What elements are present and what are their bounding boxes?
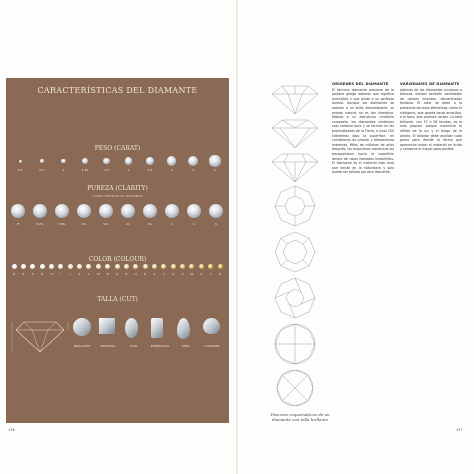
weight-title: PESO (CARAT): [94, 145, 141, 152]
weight-row: [6, 155, 229, 175]
color-letter: L: [88, 272, 90, 276]
color-letter: F: [31, 272, 34, 276]
clarity-label: IF: [16, 222, 20, 226]
cut-shape: [151, 318, 163, 338]
cut-shape: [177, 318, 190, 339]
color-letter: M: [96, 272, 100, 276]
weight-label: 1: [62, 168, 65, 172]
color-letter: W: [190, 272, 194, 276]
cut-label: OVAL: [130, 344, 138, 348]
origins-text: El término diamante proviene de la palabra griega adamas que significa invencible y que alude a su perfecta dureza. Aunque los diamantes se asocian a un brillo deslumbrante, su estado natural no es tan llamativo. Debido a su estructura cristalina compacta, los diamantes contienen solo carbono puro y se forman en las profundidades de la Tierra, a unos 150 kilómetros bajo la superficie, en condiciones de presión y temperatura extremas. Miles de millones de años después, las erupciones volcánicas los transportaron hacia la superficie dentro de rocas llamadas kimberlitas. El diamante es el material más duro que existe en la naturaleza y solo puede ser tallado por otro diamante.: [332, 87, 394, 175]
color-letter: U: [172, 272, 175, 276]
color-swatch: [105, 264, 110, 269]
proportion-diagram: [10, 312, 70, 358]
clarity-gem: [33, 204, 47, 218]
cut-label: ESMERALDA: [150, 344, 170, 348]
weight-label: 1,5: [104, 168, 110, 172]
weight-gem: [61, 159, 66, 164]
weight-label: 4: [192, 168, 195, 172]
color-swatch: [218, 264, 223, 269]
weight-label: 2,5: [147, 168, 153, 172]
color-letter: S: [153, 272, 156, 276]
cut-label: PERA: [182, 344, 190, 348]
color-letter: V: [181, 272, 184, 276]
color-letter: O: [115, 272, 119, 276]
weight-gem: [125, 157, 133, 165]
weight-gem: [167, 156, 176, 165]
clarity-gem: [187, 204, 201, 218]
clarity-title: PUREZA (CLARITY): [87, 185, 148, 192]
weight-label: 5: [214, 168, 216, 172]
color-letter: Q: [134, 272, 137, 276]
cut-shape: [125, 318, 138, 338]
color-swatch: [96, 264, 101, 269]
clarity-gem: [55, 204, 69, 218]
clarity-label: VS₂: [103, 222, 109, 226]
cut-label: PRINCESA: [100, 344, 116, 348]
clarity-label: VVS₁: [36, 222, 44, 226]
color-swatch: [12, 264, 17, 269]
varieties-heading: VARIEDADES DE DIAMANTE: [400, 82, 460, 86]
weight-gem: [146, 157, 154, 165]
diamond-characteristics-panel: [6, 78, 229, 423]
color-row: [6, 264, 229, 278]
clarity-gem: [99, 204, 113, 218]
color-letter: T: [162, 272, 165, 276]
clarity-label: I₁: [170, 222, 174, 226]
color-swatch: [68, 264, 73, 269]
varieties-text: Además de los diamantes incoloros o blancos, existen también variedades de colores intensos, denominadas fantasía. El color se debe a la presencia de otros elementos, como el nitrógeno, que aporta tonos amarillos, o el boro, que produce azules. La talla brillante, con 57 o 58 facetas, es la más popular porque maximiza el reflejo de la luz y el fuego de la piedra. El tallador debe analizar cada gema para decidir la forma que aprovecha mejor el material en bruto y conserva el mayor peso posible.: [400, 87, 462, 152]
clarity-gem: [121, 204, 135, 218]
clarity-gem: [209, 204, 223, 218]
color-swatch: [124, 264, 129, 269]
clarity-label: I₃: [214, 222, 218, 226]
color-letter: J: [69, 272, 71, 276]
cut-label: BRILLANTE: [73, 344, 91, 348]
color-swatch: [86, 264, 91, 269]
weight-gem: [19, 160, 22, 163]
right-page-number: 137: [456, 428, 463, 432]
color-swatch: [58, 264, 63, 269]
clarity-label: I₂: [192, 222, 196, 226]
panel-title: CARACTERÍSTICAS DEL DIAMANTE: [37, 86, 198, 95]
color-letter: N: [106, 272, 109, 276]
weight-label: 1,25: [81, 168, 89, 172]
cut-shape: [99, 318, 115, 334]
origins-heading: ORÍGENES DEL DIAMANTE: [332, 82, 389, 86]
color-swatch: [49, 264, 54, 269]
clarity-label: SI₁: [126, 222, 130, 226]
cut-label: CORAZÓN: [204, 344, 220, 348]
color-swatch: [30, 264, 35, 269]
text-column-varieties: [400, 82, 462, 152]
color-swatch: [77, 264, 82, 269]
weight-gem: [82, 158, 88, 164]
color-swatch: [189, 264, 194, 269]
color-letter: G: [40, 272, 44, 276]
color-swatch: [21, 264, 26, 269]
color-swatch: [152, 264, 157, 269]
brilliant-cut-diagrams: [270, 78, 320, 408]
color-letter: P: [125, 272, 128, 276]
clarity-label: SI₂: [148, 222, 152, 226]
weight-label: 0,2: [17, 168, 23, 172]
weight-label: 2: [127, 168, 130, 172]
cut-shape: [73, 318, 91, 336]
color-letter: R: [144, 272, 147, 276]
color-letter: X: [200, 272, 203, 276]
text-column-origins: [332, 82, 394, 175]
color-swatch: [161, 264, 166, 269]
weight-label: 0,5: [39, 168, 45, 172]
clarity-gem: [143, 204, 157, 218]
color-letter: E: [22, 272, 25, 276]
color-swatch: [208, 264, 213, 269]
color-letter: Z: [218, 272, 222, 276]
color-swatch: [180, 264, 185, 269]
color-swatch: [171, 264, 176, 269]
book-spine: [236, 0, 238, 474]
clarity-label: VVS₂: [58, 222, 66, 226]
weight-gem: [209, 155, 220, 166]
color-swatch: [40, 264, 45, 269]
clarity-row: [6, 202, 229, 232]
color-letter: H: [50, 272, 53, 276]
clarity-gem: [165, 204, 179, 218]
cut-shape: [203, 318, 220, 334]
weight-gem: [40, 159, 44, 163]
diagram-caption: Diversos esquemáticos de un diamante con talla brillante: [270, 412, 330, 422]
left-page-number: 136: [8, 428, 15, 432]
cut-title: TALLA (CUT): [97, 296, 138, 303]
clarity-label: VS₁: [81, 222, 87, 226]
color-letter: Y: [209, 272, 212, 276]
clarity-gem: [77, 204, 91, 218]
clarity-gem: [11, 204, 25, 218]
color-swatch: [143, 264, 148, 269]
weight-gem: [188, 156, 198, 166]
clarity-subtitle: CARACTERÍSTICAS INTERNAS: [92, 194, 143, 198]
color-title: COLOR (COLOUR): [88, 256, 147, 263]
weight-label: 3: [170, 168, 173, 172]
color-letter: I: [60, 272, 62, 276]
color-swatch: [133, 264, 138, 269]
color-letter: K: [78, 272, 81, 276]
color-swatch: [115, 264, 120, 269]
color-letter: D: [12, 272, 16, 276]
color-swatch: [199, 264, 204, 269]
weight-gem: [103, 158, 110, 165]
